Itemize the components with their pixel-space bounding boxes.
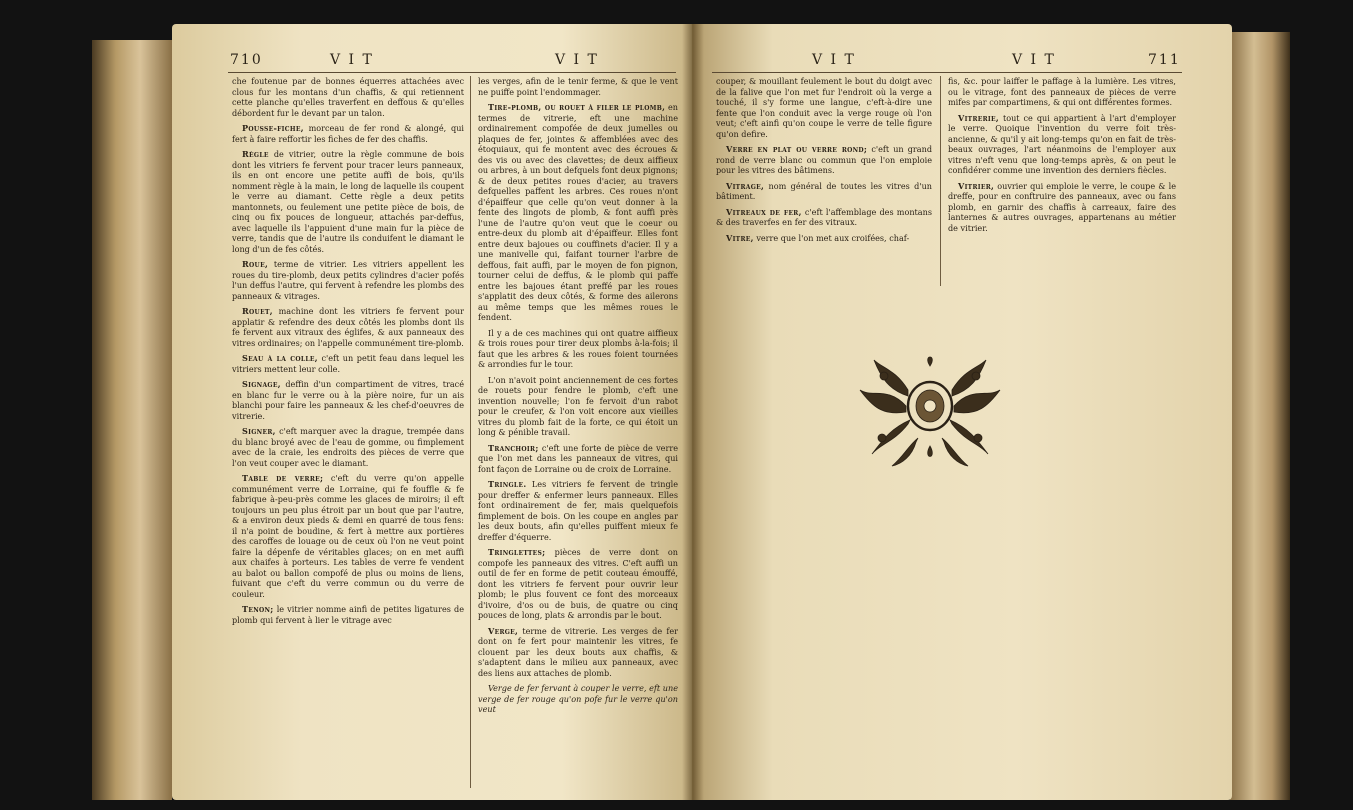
entry-text: c'eft marquer avec la drague, trempée dans du blanc broyé avec de l'eau de gomme, ou fimplement avec de la craie, les endroits des pièces de verre que l'on veut couper avec le diamant.: [232, 426, 464, 468]
entry-verre-en-plat: [716, 144, 932, 176]
entry-text: c'eft un grand rond de verre blanc ou commun que l'on emploie pour les vitres des bâtimens.: [716, 144, 933, 175]
entry-term: Vitrerie,: [958, 112, 999, 123]
right-page-column-1: [716, 76, 932, 248]
entry-term: Règle: [242, 149, 269, 159]
entry-table-de-verre: [232, 473, 464, 599]
entry-text: c'eft un petit feau dans lequel les vitriers mettent leur colle.: [232, 353, 464, 374]
entry-term: Verge,: [488, 625, 519, 636]
entry-text: terme de vitrier. Les vitriers appellent les roues du tire-plomb, deux petits cylindres d'acier pofés l'un deffus l'autre, qui fervent à refendre les plombs des panneaux & vitrages.: [232, 259, 464, 301]
entry-text: c'eft l'affemblage des montans & des traverfes en fer des vitraux.: [716, 206, 932, 227]
entry-term: Signage,: [242, 379, 281, 389]
entry-tringlettes: [478, 547, 678, 621]
entry-text: machine dont les vitriers fe fervent pour applatir & refendre des deux côtés les plombs dont ils fe fervent aux vitraux des églifes, & aux panneaux des vitres ordinaires; on l'appelle communément tire-plomb.: [232, 306, 464, 348]
left-header-rule: [228, 72, 676, 73]
right-page-column-2: [948, 76, 1176, 238]
entry-text: ouvrier qui emploie le verre, le coupe & le dreffe, pour en conftruire des panneaux, avec ou fans plomb, en garnir des chaffis à carreaux, faire des lanternes & autres ouvrages, appartenans au métier de vitrier.: [948, 180, 1176, 233]
entry-tringle: [478, 479, 678, 542]
entry-text: nom général de toutes les vitres d'un bâtiment.: [716, 180, 932, 201]
entry-term: Roue,: [242, 259, 269, 269]
entry-tire-plomb-p3: L'on n'avoit point anciennement de ces fortes de rouets pour fendre le plomb, c'eft une invention nouvelle; l'on fe fervoit d'un rabot pour le creufer, & l'on voit encore aux vieilles vitres du plomb fait de la forte, ce qui étoit un long & pénible travail.: [478, 374, 678, 437]
entry-term: Tringlettes;: [488, 547, 546, 557]
entry-term: Seau à la colle,: [242, 353, 318, 363]
entry-term: Pousse-fiche,: [242, 123, 304, 133]
entry-text: tout ce qui appartient à l'art d'employer le verre. Quoique l'invention du verre foit très-ancienne, & qu'il y ait long-temps qu'on en fait de très-beaux ouvrages, l'art néanmoins de l'employer aux vitres n'eft venu que long-temps après, & on peut le confidérer comme une invention des derniers fiècles.: [948, 112, 1176, 175]
entry-signage: [232, 379, 464, 421]
entry-text: pièces de verre dont on compofe les panneaux des vitres. C'eft auffi un outil de fer en forme de petit couteau émouffé, dont les vitriers fe fervent pour ouvrir leur plomb; le plus fouvent ce font des morceaux d'ivoire, d'os ou de buis, de quatre ou cinq pouces de long, plats & arrondis par le bout.: [478, 547, 678, 620]
entry-regle: [232, 149, 464, 254]
entry-vitrage: [716, 181, 932, 202]
entry-signer: [232, 426, 464, 468]
continued-text: les verges, afin de le tenir ferme, & que le vent ne puiffe point l'endommager.: [478, 76, 678, 97]
entry-term: Vitrier,: [958, 180, 995, 191]
continued-text: couper, & mouillant feulement le bout du doigt avec de la falive que l'on met fur l'endroit où la verge a touché, il s'y forme une langue, c'eft-à-dire une fente que l'on conduit avec la verge rouge où l'on veut; c'eft ainfi qu'on coupe le verre de telle figure qu'on defire.: [716, 76, 932, 139]
entry-text: de vitrier, outre la règle commune de bois dont les vitriers fe fervent pour tracer leurs panneaux, ils en ont encore une petite auffi de bois, qu'ils nomment règle à la main, le long de laquelle ils coupent le verre au diamant. Cette règle a deux petits mantonnets, ou feulement une petite pièce de bois, de cinq ou fix pouces de longueur, attachés par-deffus, avec laquelle ils l'appuient d'une main fur la pièce de verre, tandis que de l'autre ils conduifent le diamant le long d'un de fes côtés.: [232, 149, 464, 254]
right-page-edges: [1230, 32, 1290, 800]
entry-term: Tringle.: [488, 479, 527, 489]
entry-tranchoir: [478, 443, 678, 475]
left-running-head-left: V I T: [330, 52, 374, 68]
entry-text: en termes de vitrerie, eft une machine ordinairement compofée de deux jumelles ou plaques de fer, jointes & affemblées avec des étoquiaux, qui fe montent avec des écroues & des vis ou avec des clavettes; de deux aiffieux ou arbres, à un bout defquels font deux pignons; & de deux petites roues d'acier, au travers defquelles paffent les arbres. Ces roues n'ont d'épaiffeur que celle qu'on veut donner à la fente des lingots de plomb, & font auffi près l'une de l'autre qu'on veut que le coeur ou entre-deux du plomb ait d'épaiffeur. Elles font entre deux bajoues ou couffinets d'acier. Il y a une manivelle qui, faifant tourner l'arbre de deffous, fait auffi, par le moyen de fon pignon, tourner celui de deffus, & le plomb qui paffe entre les bajoues étant preffé par les roues s'applatit des deux côtés, & forme des ailerons au même temps que les mêmes roues le fendent.: [478, 102, 679, 322]
left-running-head-right: V I T: [555, 52, 599, 68]
entry-tenon: [232, 604, 464, 625]
left-page-column-1: [232, 76, 464, 630]
right-running-head-right: V I T: [1012, 52, 1056, 68]
right-column-divider: [940, 76, 941, 286]
book-gutter: [682, 24, 704, 800]
entry-term: Tranchoir;: [488, 442, 539, 453]
entry-text: morceau de fer rond & alongé, qui fert à faire reffortir les fiches de fer des chaffis.: [232, 123, 464, 144]
continued-text: fis, &c. pour laiffer le paffage à la lumière. Les vitres, ou le vitrage, font des panneaux de pièces de verre mifes par compartimens, & qui ont différentes formes.: [948, 76, 1176, 107]
entry-text: le vitrier nomme ainfi de petites ligatures de plomb qui fervent à lier le vitrage avec: [232, 604, 464, 625]
left-page-column-2: [478, 76, 678, 720]
entry-term: Vitreaux de fer,: [726, 206, 802, 217]
entry-term: Rouet,: [242, 306, 273, 316]
entry-roue: [232, 259, 464, 301]
floral-ornament-icon: [852, 346, 1008, 472]
entry-text: deffin d'un compartiment de vitres, tracé en blanc fur le verre ou à la pière noire, fur un ais blanchi pour faire les panneaux & les chef-d'oeuvres de vitrerie.: [232, 379, 464, 421]
entry-vitrier: [948, 181, 1176, 234]
entry-text: c'eft du verre qu'on appelle communément verre de Lorraine, qui fe fouffle & fe fabrique à-peu-près comme les glaces de miroirs; il eft toujours un peu plus étroit par un bout que par l'autre, & a environ deux pieds & demi en quarré de tous fens: il n'a point de boudine, & fert à mettre aux portières des caroffes de louage ou de ceux où l'on ne veut point faire la dépenfe de véritables glaces; on en met auffi aux chaifes à porteurs. Les tables de verre fe vendent au balot ou ballon compofé de plus ou moins de liens, fuivant que c'eft du verre commun ou du verre de couleur.: [232, 473, 464, 599]
entry-rouet: [232, 306, 464, 348]
entry-text: c'eft une forte de pièce de verre que l'on met dans les panneaux de vitres, qui font façon de Lorraine ou de croix de Lorraine.: [478, 442, 678, 474]
entry-pousse-fiche: [232, 123, 464, 144]
entry-verge: [478, 626, 678, 679]
left-page-number: 710: [230, 52, 263, 68]
entry-text: terme de vitrerie. Les verges de fer dont on fe fert pour maintenir les vitres, fe clouent par les deux bouts aux chaffis, & s'adaptent dans le milieu aux panneaux, avec des liens aux attaches de plomb.: [478, 625, 678, 678]
entry-term: Tire-plomb, ou rouet à filer le plomb,: [488, 102, 666, 112]
entry-term: Vitre,: [726, 232, 754, 243]
entry-text: Les vitriers fe fervent de tringle pour dreffer & enfermer leurs panneaux. Elles font ordinairement de fer, mais quelquefois fimplement de bois. On les coupe en angles par les deux bouts, afin qu'elles puiffent mieux fe dreffer d'équerre.: [478, 479, 679, 542]
entry-term: Table de verre;: [242, 473, 324, 483]
entry-vitreaux-de-fer: [716, 207, 932, 228]
entry-term: Verre en plat ou verre rond;: [726, 144, 868, 154]
entry-term: Vitrage,: [726, 180, 765, 191]
right-page-number: 711: [1148, 52, 1181, 68]
continued-text: che foutenue par de bonnes équerres attachées avec clous fur les montans d'un chaffis, & qui retiennent cette planche qu'elles traverfent en deffous & qu'elles débordent fur le devant par un talon.: [232, 76, 464, 118]
entry-term: Tenon;: [242, 604, 274, 614]
left-page-edges: [92, 40, 172, 800]
entry-tire-plomb-p2: Il y a de ces machines qui ont quatre aiffieux & trois roues pour tirer deux plombs à-la-fois; il faut que les arbres & les roues foient tournées & arrondies fur le tour.: [478, 327, 678, 369]
entry-tire-plomb: [478, 102, 678, 323]
entry-text: verre que l'on met aux croifées, chaf-: [756, 232, 910, 243]
entry-term: Signer,: [242, 426, 276, 436]
entry-vitre: [716, 233, 932, 244]
entry-verge-de-fer: Verge de fer fervant à couper le verre, eft une verge de fer rouge qu'on pofe fur le verre qu'on veut: [478, 683, 678, 714]
right-header-rule: [712, 72, 1182, 73]
right-running-head-left: V I T: [812, 52, 856, 68]
entry-vitrerie: [948, 113, 1176, 176]
left-column-divider: [470, 76, 471, 788]
entry-seau: [232, 353, 464, 374]
